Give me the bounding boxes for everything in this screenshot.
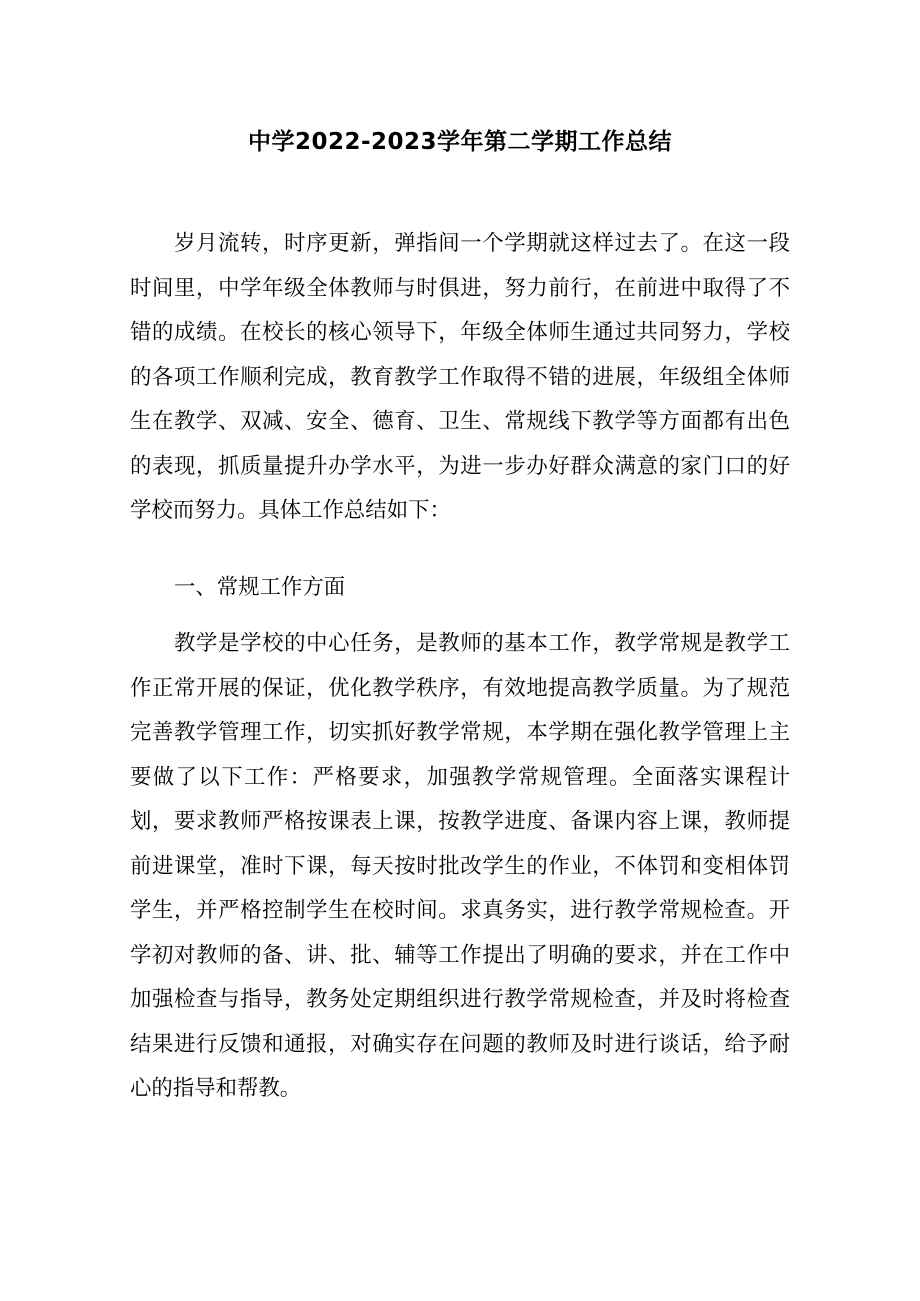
document-title: 中学2022-2023学年第二学期工作总结 [247, 129, 673, 155]
routine-work-paragraph: 教学是学校的中心任务，是教师的基本工作，教学常规是教学工作正常开展的保证，优化教学秩序，有效地提高教学质量。为了规范完善教学管理工作，切实抓好教学常规，本学期在强化教学管理上主要做了以下工作：严格要求，加强教学常规管理。全面落实课程计划，要求教师严格按课表上课，按教学进度、备课内容上课，教师提前进课堂，准时下课，每天按时批改学生的作业，不体罚和变相体罚学生，并严格控制学生在校时间。求真务实，进行教学常规检查。开学初对教师的备、讲、批、辅等工作提出了明确的要求，并在工作中加强检查与指导，教务处定期组织进行教学常规检查，并及时将检查结果进行反馈和通报，对确实存在问题的教师及时进行谈话，给予耐心的指导和帮教。 [130, 631, 790, 1101]
intro-paragraph: 岁月流转，时序更新，弹指间一个学期就这样过去了。在这一段时间里，中学年级全体教师与时俱进，努力前行，在前进中取得了不错的成绩。在校长的核心领导下，年级全体师生通过共同努力，学校的各项工作顺利完成，教育教学工作取得不错的进展，年级组全体师生在教学、双减、安全、德育、卫生、常规线下教学等方面都有出色的表现，抓质量提升办学水平，为进一步办好群众满意的家门口的好学校而努力。具体工作总结如下： [130, 231, 790, 523]
section-heading: 一、常规工作方面 [174, 575, 346, 600]
